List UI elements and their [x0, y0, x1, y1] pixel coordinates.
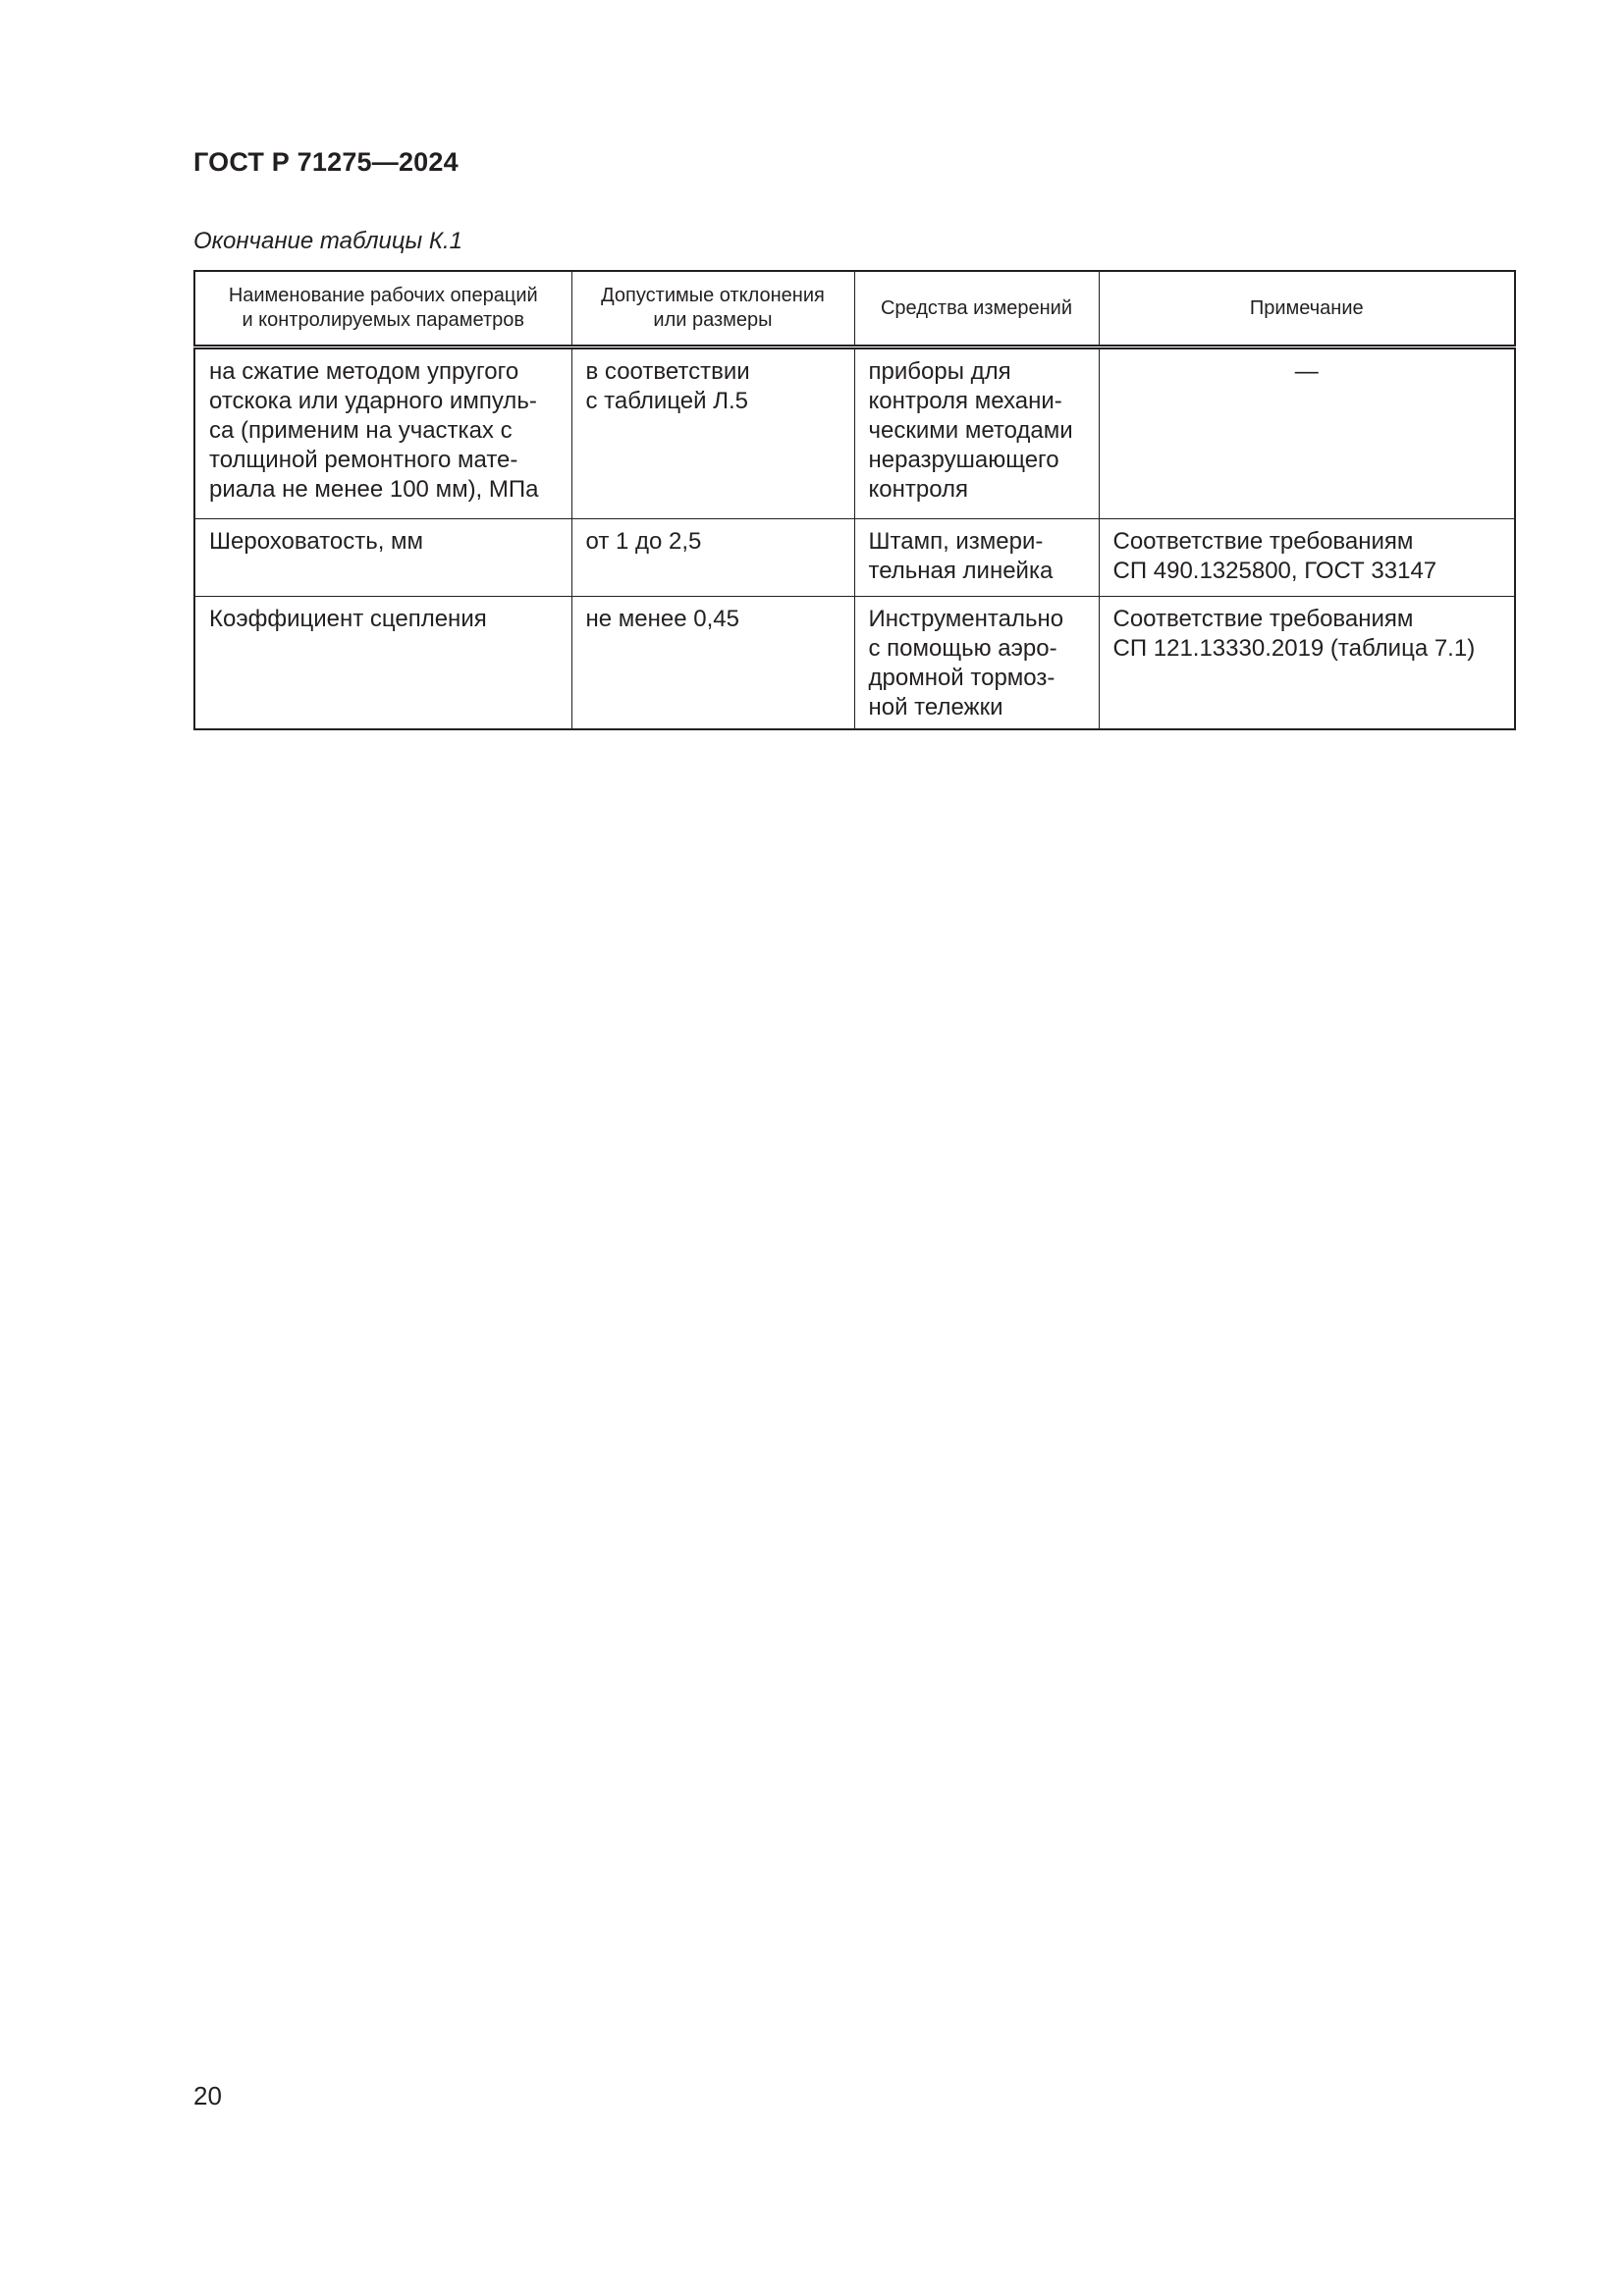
table-row: [194, 519, 1515, 597]
table-cell: приборы для контроля механи- ческими методами неразрушающего контроля: [854, 347, 1099, 519]
table-cell: от 1 до 2,5: [571, 519, 854, 597]
table-cell: на сжатие методом упругого отскока или ударного импуль- са (применим на участках с толщиной ремонтного мате- риала не менее 100 мм), МПа: [194, 347, 571, 519]
table-cell: не менее 0,45: [571, 597, 854, 730]
column-header: Примечание: [1099, 271, 1515, 347]
column-header: Наименование рабочих операций и контролируемых параметров: [194, 271, 571, 347]
table-cell: Соответствие требованиям СП 490.1325800, ГОСТ 33147: [1099, 519, 1515, 597]
table-cell: в соответствии с таблицей Л.5: [571, 347, 854, 519]
document-header: ГОСТ Р 71275—2024: [193, 147, 459, 177]
table-row: [194, 347, 1515, 519]
table-cell: Штамп, измери- тельная линейка: [854, 519, 1099, 597]
column-header: Средства измерений: [854, 271, 1099, 347]
table-header-row: [194, 271, 1515, 347]
column-header: Допустимые отклонения или размеры: [571, 271, 854, 347]
table-cell: —: [1099, 347, 1515, 519]
requirements-table: [193, 270, 1516, 730]
table-caption: Окончание таблицы К.1: [193, 228, 463, 254]
table-cell: Шероховатость, мм: [194, 519, 571, 597]
table-cell: Соответствие требованиям СП 121.13330.2019 (таблица 7.1): [1099, 597, 1515, 730]
table-cell: Инструментально с помощью аэро- дромной тормоз- ной тележки: [854, 597, 1099, 730]
table-row: [194, 597, 1515, 730]
table-cell: Коэффициент сцепления: [194, 597, 571, 730]
page-number: 20: [193, 2081, 222, 2110]
